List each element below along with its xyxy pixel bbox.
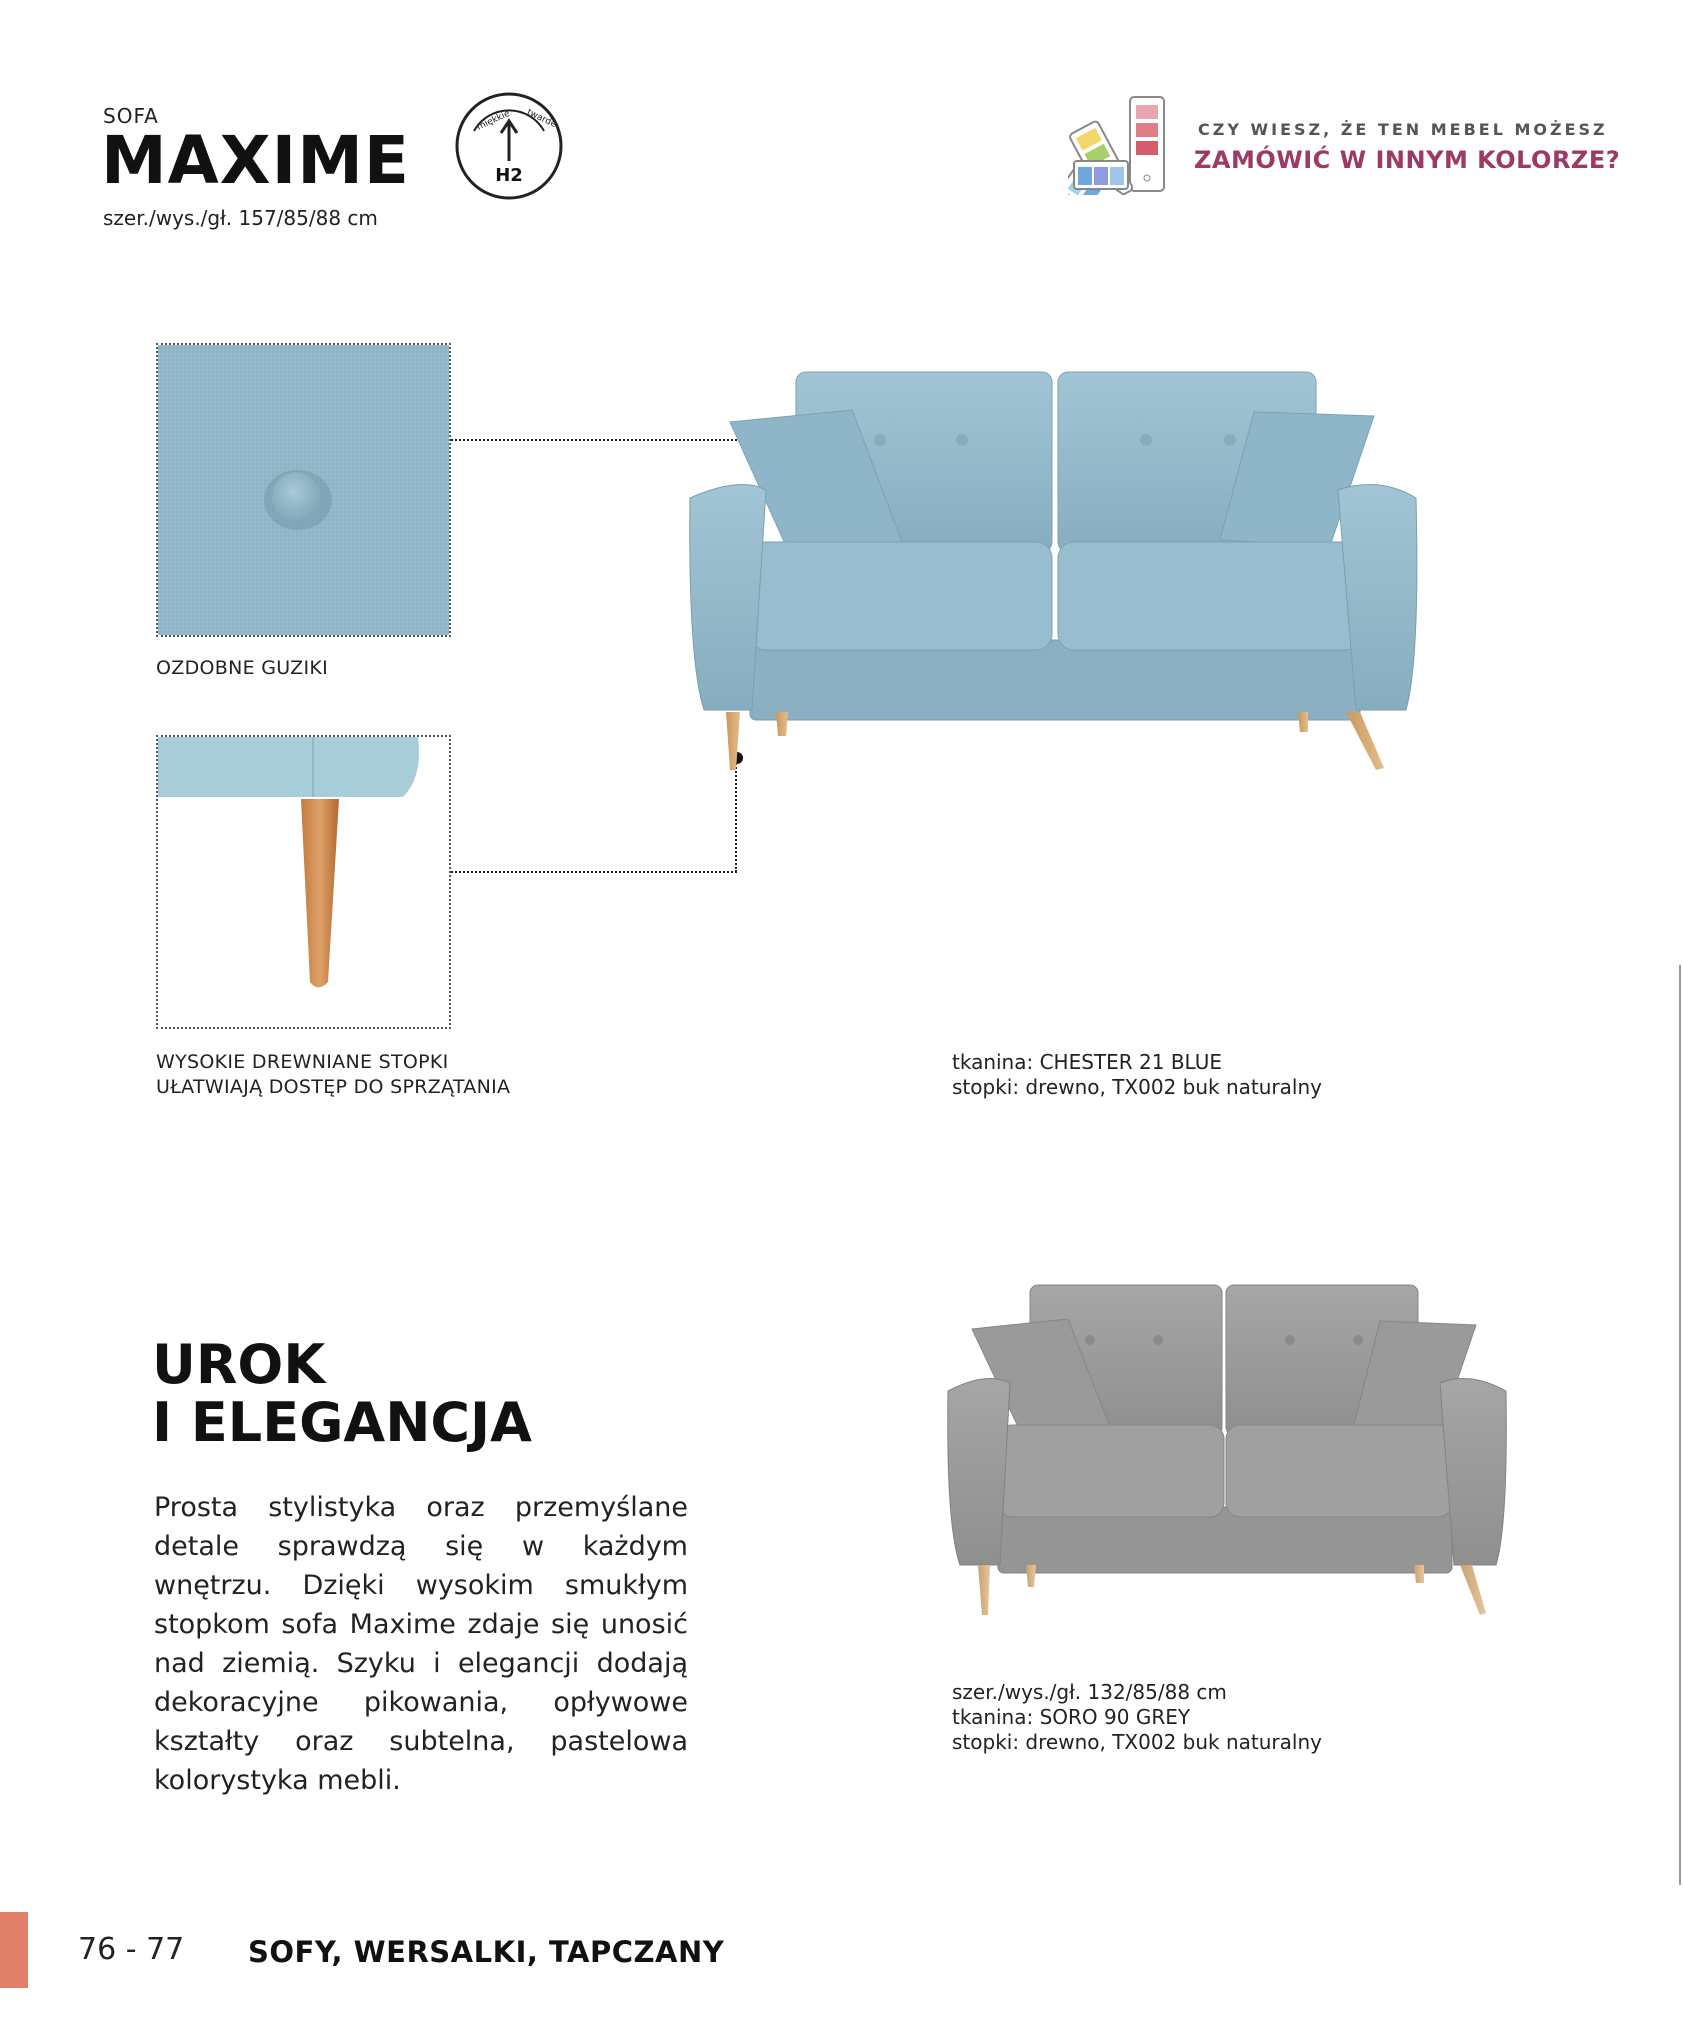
product-dimensions: szer./wys./gł. 157/85/88 cm	[103, 206, 378, 230]
detail-label-legs-line1: WYSOKIE DREWNIANE STOPKI	[156, 1051, 449, 1073]
badge-hard-label: twarde	[525, 107, 558, 130]
color-swatch-icon	[1068, 93, 1174, 195]
product2-fabric: tkanina: SORO 90 GREY	[952, 1705, 1191, 1729]
feature-body-text: Prosta stylistyka oraz przemyślane detale sprawdzą się w każdym wnętrzu. Dzięki wysokim smukłym stopkom sofa Maxime zdaje się unosić nad ziemią. Szyku i elegancji dodają dekoracyjne pikowania, opływowe kształty oraz subtelna, pastelowa kolorystyka mebli.	[154, 1492, 688, 1796]
product1-legs: stopki: drewno, TX002 buk naturalny	[952, 1075, 1322, 1099]
feature-heading-line2: I ELEGANCJA	[152, 1391, 532, 1454]
detail-leg-closeup	[156, 735, 451, 1029]
page-numbers: 76 - 77	[78, 1932, 185, 1967]
connector-line-legs	[451, 871, 737, 873]
detail-label-legs	[156, 1050, 510, 1100]
detail-label-legs-line2: UŁATWIAJĄ DOSTĘP DO SPRZĄTANIA	[156, 1076, 511, 1098]
product1-specs	[952, 1050, 1322, 1100]
product-title: MAXIME	[101, 122, 410, 199]
promo-highlight: ZAMÓWIĆ W INNYM KOLORZE?	[1194, 146, 1621, 174]
feature-heading-line1: UROK	[152, 1333, 326, 1396]
firmness-badge-icon	[454, 91, 564, 201]
badge-code: H2	[495, 165, 523, 186]
product-category: SOFA	[103, 104, 159, 128]
product2-dimensions: szer./wys./gł. 132/85/88 cm	[952, 1680, 1227, 1704]
page-edge-rule	[1679, 965, 1681, 1885]
product2-specs	[952, 1680, 1322, 1755]
sofa-grey-image	[940, 1275, 1510, 1625]
sofa-blue-image	[680, 360, 1420, 780]
product1-fabric: tkanina: CHESTER 21 BLUE	[952, 1050, 1222, 1074]
detail-button-closeup	[156, 343, 451, 637]
section-tab-marker	[0, 1912, 28, 1988]
detail-label-buttons: OZDOBNE GUZIKI	[156, 657, 329, 679]
section-title: SOFY, WERSALKI, TAPCZANY	[248, 1935, 725, 1969]
feature-heading	[152, 1333, 532, 1454]
promo-question: CZY WIESZ, ŻE TEN MEBEL MOŻESZ	[1198, 120, 1608, 139]
badge-soft-label: miękkie	[475, 108, 512, 133]
product2-legs: stopki: drewno, TX002 buk naturalny	[952, 1730, 1322, 1754]
